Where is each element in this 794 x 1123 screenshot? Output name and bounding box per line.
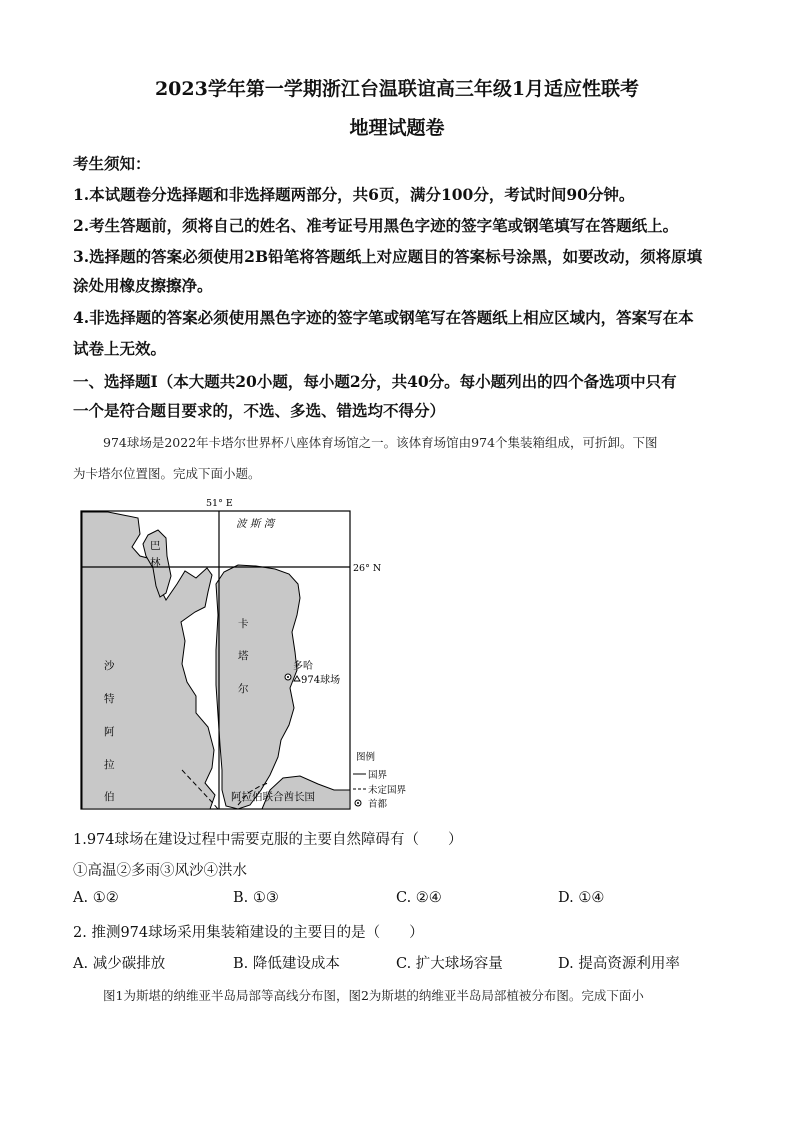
- exam-title: 2023学年第一学期浙江台温联谊高三年级1月适应性联考: [154, 78, 640, 100]
- question-2-option-b[interactable]: B. 降低建设成本: [233, 956, 340, 972]
- section-heading-line-1: 一、选择题Ⅰ（本大题共20小题，每小题2分，共40分。每小题列出的四个备选项中只有: [73, 372, 677, 391]
- legend-title: 图例: [356, 752, 376, 763]
- longitude-label: 51° E: [206, 498, 233, 509]
- section-heading-line-2: 一个是符合题目要求的，不选、多选、错选均不得分）: [73, 401, 446, 420]
- question-1-option-a[interactable]: A. ①②: [73, 890, 119, 906]
- legend-capital-label: 首都: [368, 799, 388, 810]
- passage-1-line-2: 为卡塔尔位置图。完成下面小题。: [73, 466, 261, 481]
- notice-item-4-line-1: 4.非选择题的答案必须使用黑色字迹的签字笔或钢笔写在答题纸上相应区域内，答案写在本: [73, 308, 694, 327]
- legend-undefined-label: 未定国界: [368, 785, 407, 796]
- bahrain-label-1: 巴: [150, 540, 161, 552]
- notice-item-4-line-2: 试卷上无效。: [73, 339, 167, 358]
- question-2-option-c[interactable]: C. 扩大球场容量: [396, 956, 503, 972]
- qatar-label-2: 塔: [238, 650, 249, 662]
- question-1-stem: 1.974球场在建设过程中需要克服的主要自然障碍有（ ）: [73, 832, 463, 848]
- question-1-option-c[interactable]: C. ②④: [396, 890, 442, 906]
- bahrain-label-2: 林: [150, 557, 161, 569]
- saudi-label-3: 阿: [104, 726, 115, 738]
- qatar-label-3: 尔: [238, 683, 249, 695]
- doha-label: 多哈: [293, 661, 313, 672]
- latitude-label: 26° N: [353, 563, 382, 574]
- notice-item-1: 1.本试题卷分选择题和非选择题两部分，共6页，满分100分，考试时间90分钟。: [73, 185, 635, 204]
- notice-item-3-line-1: 3.选择题的答案必须使用2B铅笔将答题纸上对应题目的答案标号涂黑，如要改动，须将原填: [73, 247, 703, 266]
- question-1-option-d[interactable]: D. ①④: [558, 890, 605, 906]
- capital-marker-dot: [287, 676, 289, 678]
- uae-label: 阿拉伯联合酋长国: [231, 791, 315, 803]
- notice-item-3-line-2: 涂处用橡皮擦擦净。: [73, 276, 213, 295]
- persian-gulf-label: 波 斯 湾: [236, 518, 275, 530]
- saudi-label-2: 特: [104, 693, 115, 705]
- notice-heading: 考生须知：: [73, 154, 151, 173]
- passage-2-line-1: 图1为斯堪的纳维亚半岛局部等高线分布图，图2为斯堪的纳维亚半岛局部植被分布图。完成下面小: [103, 988, 644, 1003]
- stadium-label: 974球场: [301, 675, 341, 686]
- saudi-label-1: 沙: [104, 660, 115, 672]
- qatar-label-1: 卡: [238, 618, 249, 630]
- notice-item-2: 2.考生答题前，须将自己的姓名、准考证号用黑色字迹的签字笔或钢笔填写在答题纸上。: [73, 216, 679, 235]
- question-2-stem: 2. 推测974球场采用集装箱建设的主要目的是（ ）: [73, 925, 424, 941]
- legend-border-label: 国界: [368, 770, 388, 781]
- question-1-items: ①高温②多雨③风沙④洪水: [73, 863, 247, 879]
- question-1-option-b[interactable]: B. ①③: [233, 890, 279, 906]
- passage-1-line-1: 974球场是2022年卡塔尔世界杯八座体育场馆之一。该体育场馆由974个集装箱组成，可折卸。下图: [103, 435, 658, 450]
- question-2-option-a[interactable]: A. 减少碳排放: [73, 956, 166, 972]
- exam-subtitle: 地理试题卷: [349, 117, 445, 139]
- saudi-label-5: 伯: [104, 791, 115, 803]
- saudi-label-4: 拉: [104, 759, 115, 771]
- legend-capital-dot: [357, 802, 359, 804]
- question-2-option-d[interactable]: D. 提高资源利用率: [558, 956, 680, 972]
